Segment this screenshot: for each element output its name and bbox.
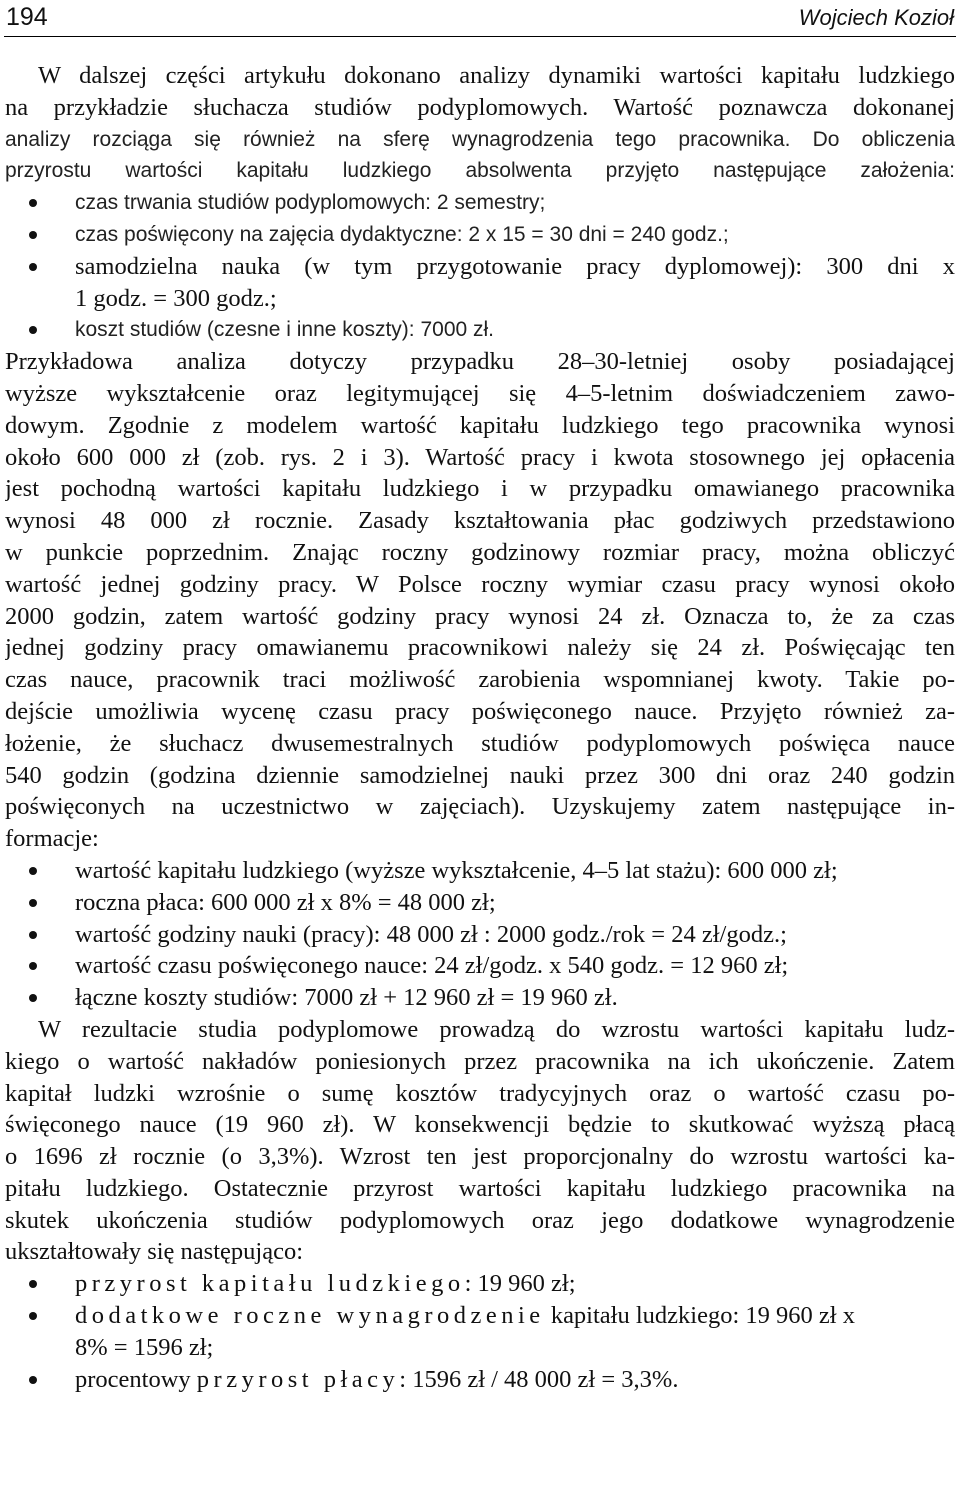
paragraph-line: W dalszej części artykułu dokonano analizy dynamiki wartości kapitału ludzkiego bbox=[38, 62, 955, 89]
list-item-text: kapitału ludzkiego: 19 960 zł x bbox=[544, 1302, 855, 1330]
paragraph-line: ukształtowały się następująco: bbox=[5, 1238, 303, 1266]
list-item bbox=[5, 1364, 955, 1396]
paragraph-line: analizy rozciąga się również na sferę wynagrodzenia tego pracownika. Do obliczenia bbox=[5, 127, 955, 151]
body-text bbox=[5, 60, 955, 1395]
paragraph-line: dowym. Zgodnie z modelem wartość kapitału ludzkiego tego pracownika wynosi bbox=[5, 411, 955, 439]
list-item bbox=[5, 251, 955, 283]
bullet-icon bbox=[29, 1280, 37, 1288]
list-item-text: wartość godziny nauki (pracy): 48 000 zł : 2000 godz./rok = 24 zł/godz.; bbox=[75, 920, 787, 948]
bullet-icon bbox=[29, 931, 37, 939]
list-item-text: : 1596 zł / 48 000 zł = 3,3%. bbox=[399, 1365, 679, 1393]
list-item bbox=[5, 919, 955, 951]
list-item bbox=[5, 1300, 955, 1332]
bullet-icon bbox=[29, 1376, 37, 1384]
spaced-emphasis: przyrost kapitału ludzkiego bbox=[75, 1270, 465, 1298]
paragraph-line: o 1696 zł rocznie (o 3,3%). Wzrost ten jest proporcjonalny do wzrostu wartości ka- bbox=[5, 1143, 955, 1171]
paragraph-line: święconego nauce (19 960 zł). W konsekwencji będzie to skutkować wyższą płacą bbox=[5, 1111, 955, 1139]
list-item-continuation: 8% = 1596 zł; bbox=[75, 1333, 214, 1361]
bullet-icon bbox=[29, 263, 37, 271]
paragraph-line: kapitał ludzki wzrośnie o sumę kosztów tradycyjnych oraz o wartość czasu po- bbox=[5, 1079, 955, 1107]
paragraph-line: 540 godzin (godzina dziennie samodzielnej nauki przez 300 dni oraz 240 godzin bbox=[5, 761, 955, 789]
spaced-emphasis: przyrost płacy bbox=[196, 1365, 400, 1393]
bullet-icon bbox=[29, 994, 37, 1002]
bullet-icon bbox=[29, 962, 37, 970]
paragraph-line: wyższe wykształcenie oraz legitymującej się 4–5-letnim doświadczeniem zawo- bbox=[5, 379, 955, 407]
bullet-icon bbox=[29, 231, 37, 239]
list-item-text: koszt studiów (czesne i inne koszty): 7000 zł. bbox=[75, 318, 495, 342]
paragraph-line: W rezultacie studia podyplomowe prowadzą do wzrostu wartości kapitału ludz- bbox=[38, 1015, 955, 1043]
list-item-text: samodzielna nauka (w tym przygotowanie pracy dyplomowej): 300 dni x bbox=[75, 252, 955, 280]
running-head-author: Wojciech Kozioł bbox=[798, 5, 954, 30]
paragraph-line: pitału ludzkiego. Ostatecznie przyrost wartości kapitału ludzkiego pracownika na bbox=[5, 1174, 955, 1202]
bullet-icon bbox=[29, 199, 37, 207]
paragraph-line: wynosi 48 000 zł rocznie. Zasady kształtowania płac godziwych przedstawiono bbox=[5, 507, 955, 535]
spaced-emphasis: dodatkowe roczne wynagrodzenie bbox=[75, 1302, 545, 1330]
list-item bbox=[5, 855, 955, 887]
list-item bbox=[5, 219, 955, 251]
paragraph-line: skutek ukończenia studiów podyplomowych oraz jego dodatkowe wynagrodzenie bbox=[5, 1206, 955, 1234]
list-item-continuation: 1 godz. = 300 godz.; bbox=[75, 284, 277, 312]
paragraph-line: Przykładowa analiza dotyczy przypadku 28–30-letniej osoby posiadającej bbox=[5, 348, 955, 376]
list-item bbox=[5, 950, 955, 982]
paragraph-line: jest pochodną wartości kapitału ludzkiego i w przypadku omawianego pracownika bbox=[5, 475, 955, 503]
list-item-text: roczna płaca: 600 000 zł x 8% = 48 000 zł; bbox=[75, 888, 496, 916]
list-item-text: : 19 960 zł; bbox=[464, 1270, 576, 1298]
list-item bbox=[5, 314, 955, 346]
paragraph-line: kiego o wartość nakładów poniesionych przez pracownika na ich ukończenie. Zatem bbox=[5, 1047, 955, 1075]
paragraph-line: dejście umożliwia wycenę czasu pracy poświęconego nauce. Przyjęto również za- bbox=[5, 697, 955, 725]
list-item-text: czas trwania studiów podyplomowych: 2 semestry; bbox=[75, 191, 546, 215]
paragraph-line: wartość jednej godziny pracy. W Polsce roczny wymiar czasu pracy wynosi około bbox=[5, 570, 955, 598]
list-item-text: czas poświęcony na zajęcia dydaktyczne: 2 x 15 = 30 dni = 240 godz.; bbox=[75, 222, 729, 246]
list-item bbox=[5, 887, 955, 919]
list-item bbox=[5, 982, 955, 1014]
list-item bbox=[5, 187, 955, 219]
bullet-icon bbox=[29, 867, 37, 875]
paragraph-line: około 600 000 zł (zob. rys. 2 i 3). Wartość pracy i kwota stosownego jej opłacenia bbox=[5, 443, 955, 471]
page-number: 194 bbox=[6, 3, 48, 31]
list-item bbox=[5, 1268, 955, 1300]
bullet-icon bbox=[29, 326, 37, 334]
paragraph-line: czas nauce, pracownik traci możliwość zarobienia wspomnianej kwoty. Takie po- bbox=[5, 666, 955, 694]
paragraph-line: łożenie, że słuchacz dwusemestralnych studiów podyplomowych poświęca nauce bbox=[5, 729, 955, 757]
paragraph-line: przyrostu wartości kapitału ludzkiego absolwenta przyjęto następujące założenia: bbox=[5, 159, 955, 183]
paragraph-line: poświęconych na uczestnictwo w zajęciach). Uzyskujemy zatem następujące in- bbox=[5, 793, 955, 821]
list-item-text: procentowy bbox=[75, 1365, 197, 1393]
list-item-text: wartość czasu poświęconego nauce: 24 zł/godz. x 540 godz. = 12 960 zł; bbox=[75, 952, 789, 980]
bullet-icon bbox=[29, 899, 37, 907]
paragraph-line: na przykładzie słuchacza studiów podyplomowych. Wartość poznawcza dokonanej bbox=[5, 93, 955, 121]
paragraph-line: 2000 godzin, zatem wartość godziny pracy wynosi 24 zł. Oznacza to, że za czas bbox=[5, 602, 955, 630]
page-header bbox=[4, 0, 956, 37]
list-item-text: łączne koszty studiów: 7000 zł + 12 960 zł = 19 960 zł. bbox=[75, 984, 618, 1012]
paragraph-line: formacje: bbox=[5, 825, 99, 853]
bullet-icon bbox=[29, 1312, 37, 1320]
paragraph-line: jednej godziny pracy omawianemu pracownikowi należy się 24 zł. Poświęcając ten bbox=[5, 634, 955, 662]
list-item-text: wartość kapitału ludzkiego (wyższe wykształcenie, 4–5 lat stażu): 600 000 zł; bbox=[75, 856, 838, 884]
paragraph-line: w punkcie poprzednim. Znając roczny godzinowy rozmiar pracy, można obliczyć bbox=[5, 538, 955, 566]
